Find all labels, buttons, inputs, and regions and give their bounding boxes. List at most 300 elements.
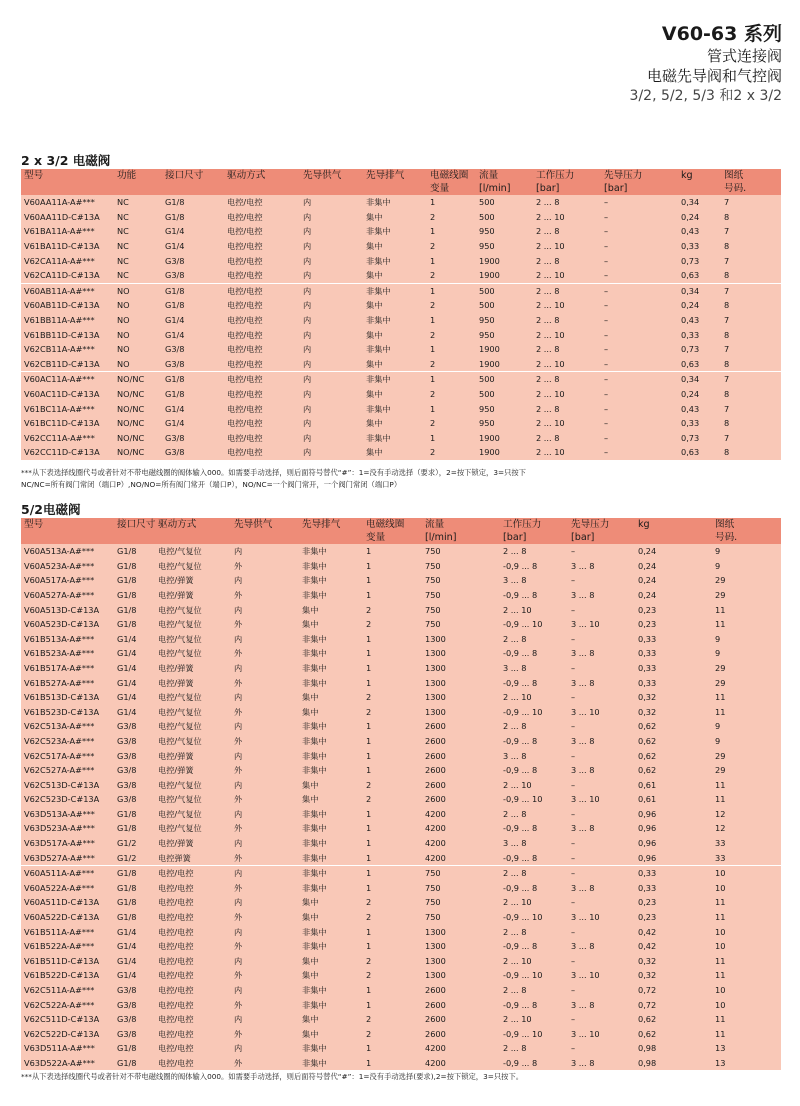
table-cell: 12: [712, 821, 781, 836]
table-cell: G1/4: [114, 661, 155, 676]
table-cell: 集中: [363, 210, 427, 225]
table-cell: 7: [721, 431, 781, 446]
table-cell: 外: [231, 763, 299, 778]
table-cell: G1/4: [162, 401, 224, 416]
table-cell: 0,23: [635, 895, 712, 910]
table-cell: 0,62: [635, 719, 712, 734]
table-cell: 0,33: [635, 661, 712, 676]
column-header: 工作压力: [533, 169, 601, 182]
table-cell: 2 ... 10: [500, 1012, 568, 1027]
table-cell: 3 ... 8: [568, 821, 635, 836]
table-cell: 非集中: [299, 836, 363, 851]
table-cell: 电控/电控: [155, 983, 231, 998]
table-cell: 电控/弹簧: [155, 588, 231, 603]
table-cell: 内: [300, 268, 363, 283]
table-cell: 外: [231, 734, 299, 749]
table-cell: G1/8: [114, 881, 155, 896]
table-cell: 内: [231, 895, 299, 910]
table-cell: V60AA11D-C#13A: [21, 210, 114, 225]
table-cell: V63D523A-A#***: [21, 821, 114, 836]
table-cell: –: [601, 298, 678, 313]
table-cell: -0,9 ... 10: [500, 617, 568, 632]
table-cell: 电控/电控: [224, 387, 300, 402]
table-cell: 集中: [363, 239, 427, 254]
table-cell: 非集中: [299, 559, 363, 574]
column-header: 驱动方式: [224, 169, 300, 182]
table1-note-1: ***从下表选择线圈代号或者针对不带电磁线圈的阀体输入000。如需要手动选择，则后面符号替代“#”：1=没有手动选择（要求），2=按下锁定，3=只按下: [21, 468, 526, 477]
table-cell: –: [568, 632, 635, 647]
table-cell: 1: [427, 253, 476, 268]
table-cell: 电控/弹簧: [155, 763, 231, 778]
table-cell: -0,9 ... 10: [500, 968, 568, 983]
table-cell: 4200: [422, 850, 500, 865]
table-cell: V62C523D-C#13A: [21, 792, 114, 807]
table-cell: 电控/气复位: [155, 821, 231, 836]
table-cell: -0,9 ... 10: [500, 792, 568, 807]
column-header: 流量: [476, 169, 533, 182]
table-row: [21, 1041, 781, 1056]
table-cell: NC: [114, 253, 162, 268]
table-cell: V62CA11A-A#***: [21, 253, 114, 268]
table-cell: G1/8: [162, 283, 224, 298]
table-cell: 1300: [422, 690, 500, 705]
table-cell: V60A527A-A#***: [21, 588, 114, 603]
table-cell: 内: [231, 544, 299, 559]
table-cell: 非集中: [299, 807, 363, 822]
table-cell: V62C511D-C#13A: [21, 1012, 114, 1027]
table-cell: 电控/弹簧: [155, 675, 231, 690]
table-cell: V61B527A-A#***: [21, 675, 114, 690]
table-cell: 电控/气复位: [155, 632, 231, 647]
table-cell: –: [568, 1041, 635, 1056]
table-row: [21, 617, 781, 632]
table-cell: 3 ... 8: [568, 588, 635, 603]
table-row: [21, 910, 781, 925]
table-cell: NC: [114, 195, 162, 210]
table-cell: 内: [300, 195, 363, 210]
table-cell: G1/8: [114, 866, 155, 881]
table-cell: 0,63: [678, 357, 721, 372]
table-cell: V62CB11D-C#13A: [21, 357, 114, 372]
table-cell: 4200: [422, 1056, 500, 1071]
table-cell: 11: [712, 895, 781, 910]
table-cell: NO: [114, 357, 162, 372]
table-cell: 电控/气复位: [155, 559, 231, 574]
table-cell: 8: [721, 416, 781, 431]
table-cell: 0,43: [678, 224, 721, 239]
table-cell: 2: [363, 705, 422, 720]
table-cell: 0,62: [635, 748, 712, 763]
table-cell: V60AC11A-A#***: [21, 372, 114, 387]
table-cell: 电控/电控: [155, 924, 231, 939]
table-cell: 1300: [422, 954, 500, 969]
table-cell: 2 ... 8: [500, 1041, 568, 1056]
table-cell: –: [568, 748, 635, 763]
table-cell: 内: [231, 573, 299, 588]
table-cell: G3/8: [162, 268, 224, 283]
table-cell: 内: [231, 719, 299, 734]
table-cell: 750: [422, 881, 500, 896]
table-cell: G3/8: [114, 997, 155, 1012]
table-cell: 0,73: [678, 253, 721, 268]
table-cell: 电控/电控: [155, 997, 231, 1012]
table-cell: 内: [300, 253, 363, 268]
table-cell: V62C522D-C#13A: [21, 1027, 114, 1042]
table-cell: V60A522A-A#***: [21, 881, 114, 896]
table-cell: 1: [363, 821, 422, 836]
table-cell: 0,23: [635, 617, 712, 632]
table-row: [21, 298, 781, 313]
table-cell: 内: [300, 298, 363, 313]
table-cell: 集中: [299, 602, 363, 617]
table-cell: G1/8: [114, 821, 155, 836]
table-cell: G3/8: [162, 253, 224, 268]
table-cell: 非集中: [299, 1056, 363, 1071]
table-cell: 2 ... 8: [533, 195, 601, 210]
table-cell: 非集中: [363, 372, 427, 387]
column-header: 图纸: [721, 169, 781, 182]
table-cell: G1/8: [114, 1056, 155, 1071]
table-cell: 2: [363, 690, 422, 705]
table-cell: 1: [363, 661, 422, 676]
column-header: 先导压力: [568, 518, 635, 531]
table-row: [21, 821, 781, 836]
table-row: [21, 1012, 781, 1027]
table-cell: 7: [721, 372, 781, 387]
table-cell: V63D527A-A#***: [21, 850, 114, 865]
table-cell: –: [568, 836, 635, 851]
column-header: [363, 182, 427, 195]
table-cell: 0,34: [678, 283, 721, 298]
table-cell: 0,33: [635, 881, 712, 896]
table-cell: 0,63: [678, 445, 721, 460]
table-cell: G1/4: [162, 416, 224, 431]
table-cell: 内: [231, 661, 299, 676]
table-cell: G1/8: [114, 910, 155, 925]
table-cell: 外: [231, 792, 299, 807]
table-cell: 电控/电控: [224, 239, 300, 254]
table-cell: 4200: [422, 1041, 500, 1056]
table-cell: -0,9 ... 8: [500, 881, 568, 896]
table-cell: 1: [427, 283, 476, 298]
table-cell: 集中: [299, 910, 363, 925]
table-cell: 29: [712, 661, 781, 676]
table-cell: -0,9 ... 8: [500, 559, 568, 574]
table-cell: 1300: [422, 939, 500, 954]
table-cell: 2600: [422, 997, 500, 1012]
table-cell: -0,9 ... 8: [500, 850, 568, 865]
table-cell: 3 ... 10: [568, 792, 635, 807]
table-cell: V62CC11D-C#13A: [21, 445, 114, 460]
table-cell: G1/4: [162, 327, 224, 342]
table-cell: 2 ... 10: [533, 445, 601, 460]
table-cell: 电控/电控: [224, 431, 300, 446]
column-header: 接口尺寸: [162, 169, 224, 182]
table-cell: 2 ... 8: [533, 342, 601, 357]
table-cell: 9: [712, 632, 781, 647]
table-cell: –: [568, 573, 635, 588]
table-row: [21, 763, 781, 778]
table-cell: 2600: [422, 778, 500, 793]
table-cell: 8: [721, 357, 781, 372]
table-cell: 内: [231, 602, 299, 617]
table-cell: NO: [114, 342, 162, 357]
table-cell: -0,9 ... 8: [500, 1056, 568, 1071]
table-cell: 500: [476, 210, 533, 225]
table-cell: 1: [363, 632, 422, 647]
table-cell: 外: [231, 1056, 299, 1071]
table-cell: -0,9 ... 10: [500, 1027, 568, 1042]
table-cell: V63D522A-A#***: [21, 1056, 114, 1071]
column-header: 先导压力: [601, 169, 678, 182]
table-cell: 3 ... 8: [568, 763, 635, 778]
table-cell: 2 ... 10: [500, 778, 568, 793]
table-cell: 3 ... 8: [568, 1056, 635, 1071]
header-row: [21, 182, 781, 195]
column-header: [114, 531, 155, 544]
table-cell: 2 ... 8: [500, 632, 568, 647]
table-cell: 1: [363, 646, 422, 661]
table-cell: 集中: [363, 416, 427, 431]
table-cell: 电控/气复位: [155, 734, 231, 749]
table-cell: 非集中: [299, 1041, 363, 1056]
table-cell: 集中: [299, 1012, 363, 1027]
table-cell: 内: [300, 445, 363, 460]
table-cell: 0,33: [678, 327, 721, 342]
table-cell: 1300: [422, 968, 500, 983]
table-cell: 集中: [299, 705, 363, 720]
table-cell: 1: [363, 807, 422, 822]
table-row: [21, 690, 781, 705]
table-cell: 电控/电控: [155, 1056, 231, 1071]
column-header: 先导供气: [300, 169, 363, 182]
table-cell: –: [601, 239, 678, 254]
table-cell: 2 ... 8: [500, 866, 568, 881]
table-cell: 2: [363, 792, 422, 807]
table-cell: 2 ... 10: [533, 357, 601, 372]
table-cell: V60A523D-C#13A: [21, 617, 114, 632]
table-cell: 非集中: [299, 997, 363, 1012]
table-row: [21, 939, 781, 954]
table-cell: 外: [231, 881, 299, 896]
table-cell: 11: [712, 602, 781, 617]
table-cell: NO/NC: [114, 431, 162, 446]
table-cell: -0,9 ... 8: [500, 821, 568, 836]
table-cell: 内: [231, 836, 299, 851]
table-cell: 电控/弹簧: [155, 836, 231, 851]
table-cell: V61B513A-A#***: [21, 632, 114, 647]
table-cell: 电控/电控: [224, 268, 300, 283]
page-header: [630, 22, 782, 106]
table-cell: 非集中: [363, 253, 427, 268]
table-row: [21, 866, 781, 881]
table-row: [21, 924, 781, 939]
column-header: [bar]: [601, 182, 678, 195]
table-cell: G1/4: [114, 646, 155, 661]
table-cell: 0,62: [635, 734, 712, 749]
table-cell: 集中: [299, 895, 363, 910]
table-cell: 集中: [363, 357, 427, 372]
column-header: 驱动方式: [155, 518, 231, 531]
header-line-4: 3/2, 5/2, 5/3 和2 x 3/2: [629, 88, 782, 104]
table-cell: 0,98: [635, 1056, 712, 1071]
table-cell: 内: [300, 224, 363, 239]
table-cell: 11: [712, 705, 781, 720]
table-cell: 电控/弹簧: [155, 661, 231, 676]
table-cell: 33: [712, 850, 781, 865]
table-cell: 9: [712, 646, 781, 661]
table-cell: 0,34: [678, 195, 721, 210]
table-cell: 集中: [363, 268, 427, 283]
table-cell: 8: [721, 387, 781, 402]
table-cell: NO: [114, 298, 162, 313]
table-cell: 3 ... 8: [568, 939, 635, 954]
table-row: [21, 313, 781, 328]
table-cell: 内: [231, 778, 299, 793]
table-cell: -0,9 ... 10: [500, 705, 568, 720]
table-cell: 1: [363, 997, 422, 1012]
table-cell: 9: [712, 559, 781, 574]
table-cell: –: [568, 602, 635, 617]
table-cell: 8: [721, 445, 781, 460]
table-cell: 7: [721, 195, 781, 210]
table-cell: 0,62: [635, 763, 712, 778]
header-row: [21, 518, 781, 531]
table-cell: 1: [363, 836, 422, 851]
table-row: [21, 544, 781, 559]
table-cell: 非集中: [299, 748, 363, 763]
table-cell: 内: [300, 431, 363, 446]
table-cell: 0,33: [635, 675, 712, 690]
table-cell: 电控/电控: [224, 253, 300, 268]
column-header: 图纸: [712, 518, 781, 531]
table-cell: 0,98: [635, 1041, 712, 1056]
table-cell: 0,72: [635, 997, 712, 1012]
column-header: 先导供气: [231, 518, 299, 531]
table-cell: 1: [363, 983, 422, 998]
table-cell: 0,43: [678, 313, 721, 328]
table-cell: 内: [231, 983, 299, 998]
table-row: [21, 588, 781, 603]
table-cell: 电控/气复位: [155, 792, 231, 807]
table-cell: 2: [363, 910, 422, 925]
table-cell: 非集中: [299, 734, 363, 749]
table-cell: 非集中: [299, 544, 363, 559]
table-cell: 750: [422, 573, 500, 588]
table-cell: 外: [231, 559, 299, 574]
column-header: 接口尺寸: [114, 518, 155, 531]
table-cell: 950: [476, 239, 533, 254]
table-cell: 2600: [422, 1027, 500, 1042]
table-cell: –: [601, 416, 678, 431]
table-cell: G3/8: [114, 734, 155, 749]
table-cell: G1/4: [114, 690, 155, 705]
table-cell: 电控/电控: [155, 910, 231, 925]
table-cell: 外: [231, 705, 299, 720]
table-cell: 2: [427, 416, 476, 431]
table-cell: NO: [114, 327, 162, 342]
table-cell: 33: [712, 836, 781, 851]
table-cell: 外: [231, 850, 299, 865]
table-cell: 0,61: [635, 792, 712, 807]
table-cell: 电控/电控: [155, 939, 231, 954]
table-cell: 2 ... 8: [533, 283, 601, 298]
table-cell: 1: [427, 313, 476, 328]
table-cell: 11: [712, 617, 781, 632]
table-cell: 0,33: [678, 416, 721, 431]
table-cell: 0,62: [635, 1012, 712, 1027]
table-cell: –: [568, 544, 635, 559]
table-cell: -0,9 ... 8: [500, 734, 568, 749]
table-cell: 2600: [422, 719, 500, 734]
table-cell: 11: [712, 1012, 781, 1027]
table-cell: 集中: [299, 690, 363, 705]
table-cell: 500: [476, 387, 533, 402]
table-cell: V61BC11A-A#***: [21, 401, 114, 416]
table-cell: NO/NC: [114, 445, 162, 460]
table-cell: 1300: [422, 646, 500, 661]
table-cell: 2: [427, 445, 476, 460]
table-cell: G1/8: [114, 895, 155, 910]
table-cell: 0,72: [635, 983, 712, 998]
table-cell: –: [568, 954, 635, 969]
column-header: 变量: [427, 182, 476, 195]
table-cell: 电控/电控: [224, 445, 300, 460]
table-cell: 电控/弹簧: [155, 573, 231, 588]
table-cell: 非集中: [299, 661, 363, 676]
table-cell: 3 ... 10: [568, 1027, 635, 1042]
table-row: [21, 661, 781, 676]
table-cell: 500: [476, 372, 533, 387]
table-row: [21, 850, 781, 865]
table-cell: G3/8: [114, 1012, 155, 1027]
table-cell: 电控/气复位: [155, 544, 231, 559]
table-cell: –: [568, 807, 635, 822]
table-cell: –: [568, 924, 635, 939]
table-cell: 2 ... 10: [533, 327, 601, 342]
table-cell: 外: [231, 646, 299, 661]
table-cell: G1/8: [162, 372, 224, 387]
table-cell: 750: [422, 559, 500, 574]
table-cell: 0,62: [635, 1027, 712, 1042]
column-header: kg: [635, 518, 712, 531]
table-cell: -0,9 ... 8: [500, 939, 568, 954]
table-row: [21, 675, 781, 690]
table-cell: 非集中: [299, 632, 363, 647]
table-cell: V60A517A-A#***: [21, 573, 114, 588]
table-cell: 电控/电控: [155, 895, 231, 910]
table-cell: 3 ... 10: [568, 968, 635, 983]
table-cell: 集中: [363, 445, 427, 460]
table-cell: 0,73: [678, 342, 721, 357]
table-cell: 1300: [422, 705, 500, 720]
table-cell: G3/8: [162, 342, 224, 357]
table-cell: 10: [712, 881, 781, 896]
table-row: [21, 268, 781, 283]
table-cell: 0,23: [635, 602, 712, 617]
table-cell: -0,9 ... 8: [500, 675, 568, 690]
table-row: [21, 195, 781, 210]
table-cell: 内: [300, 416, 363, 431]
table-cell: 外: [231, 910, 299, 925]
table-cell: G1/8: [114, 807, 155, 822]
table-cell: 29: [712, 573, 781, 588]
table-row: [21, 836, 781, 851]
table-cell: 1900: [476, 357, 533, 372]
table-cell: 内: [231, 924, 299, 939]
column-header: [162, 182, 224, 195]
table-cell: V61B522D-C#13A: [21, 968, 114, 983]
